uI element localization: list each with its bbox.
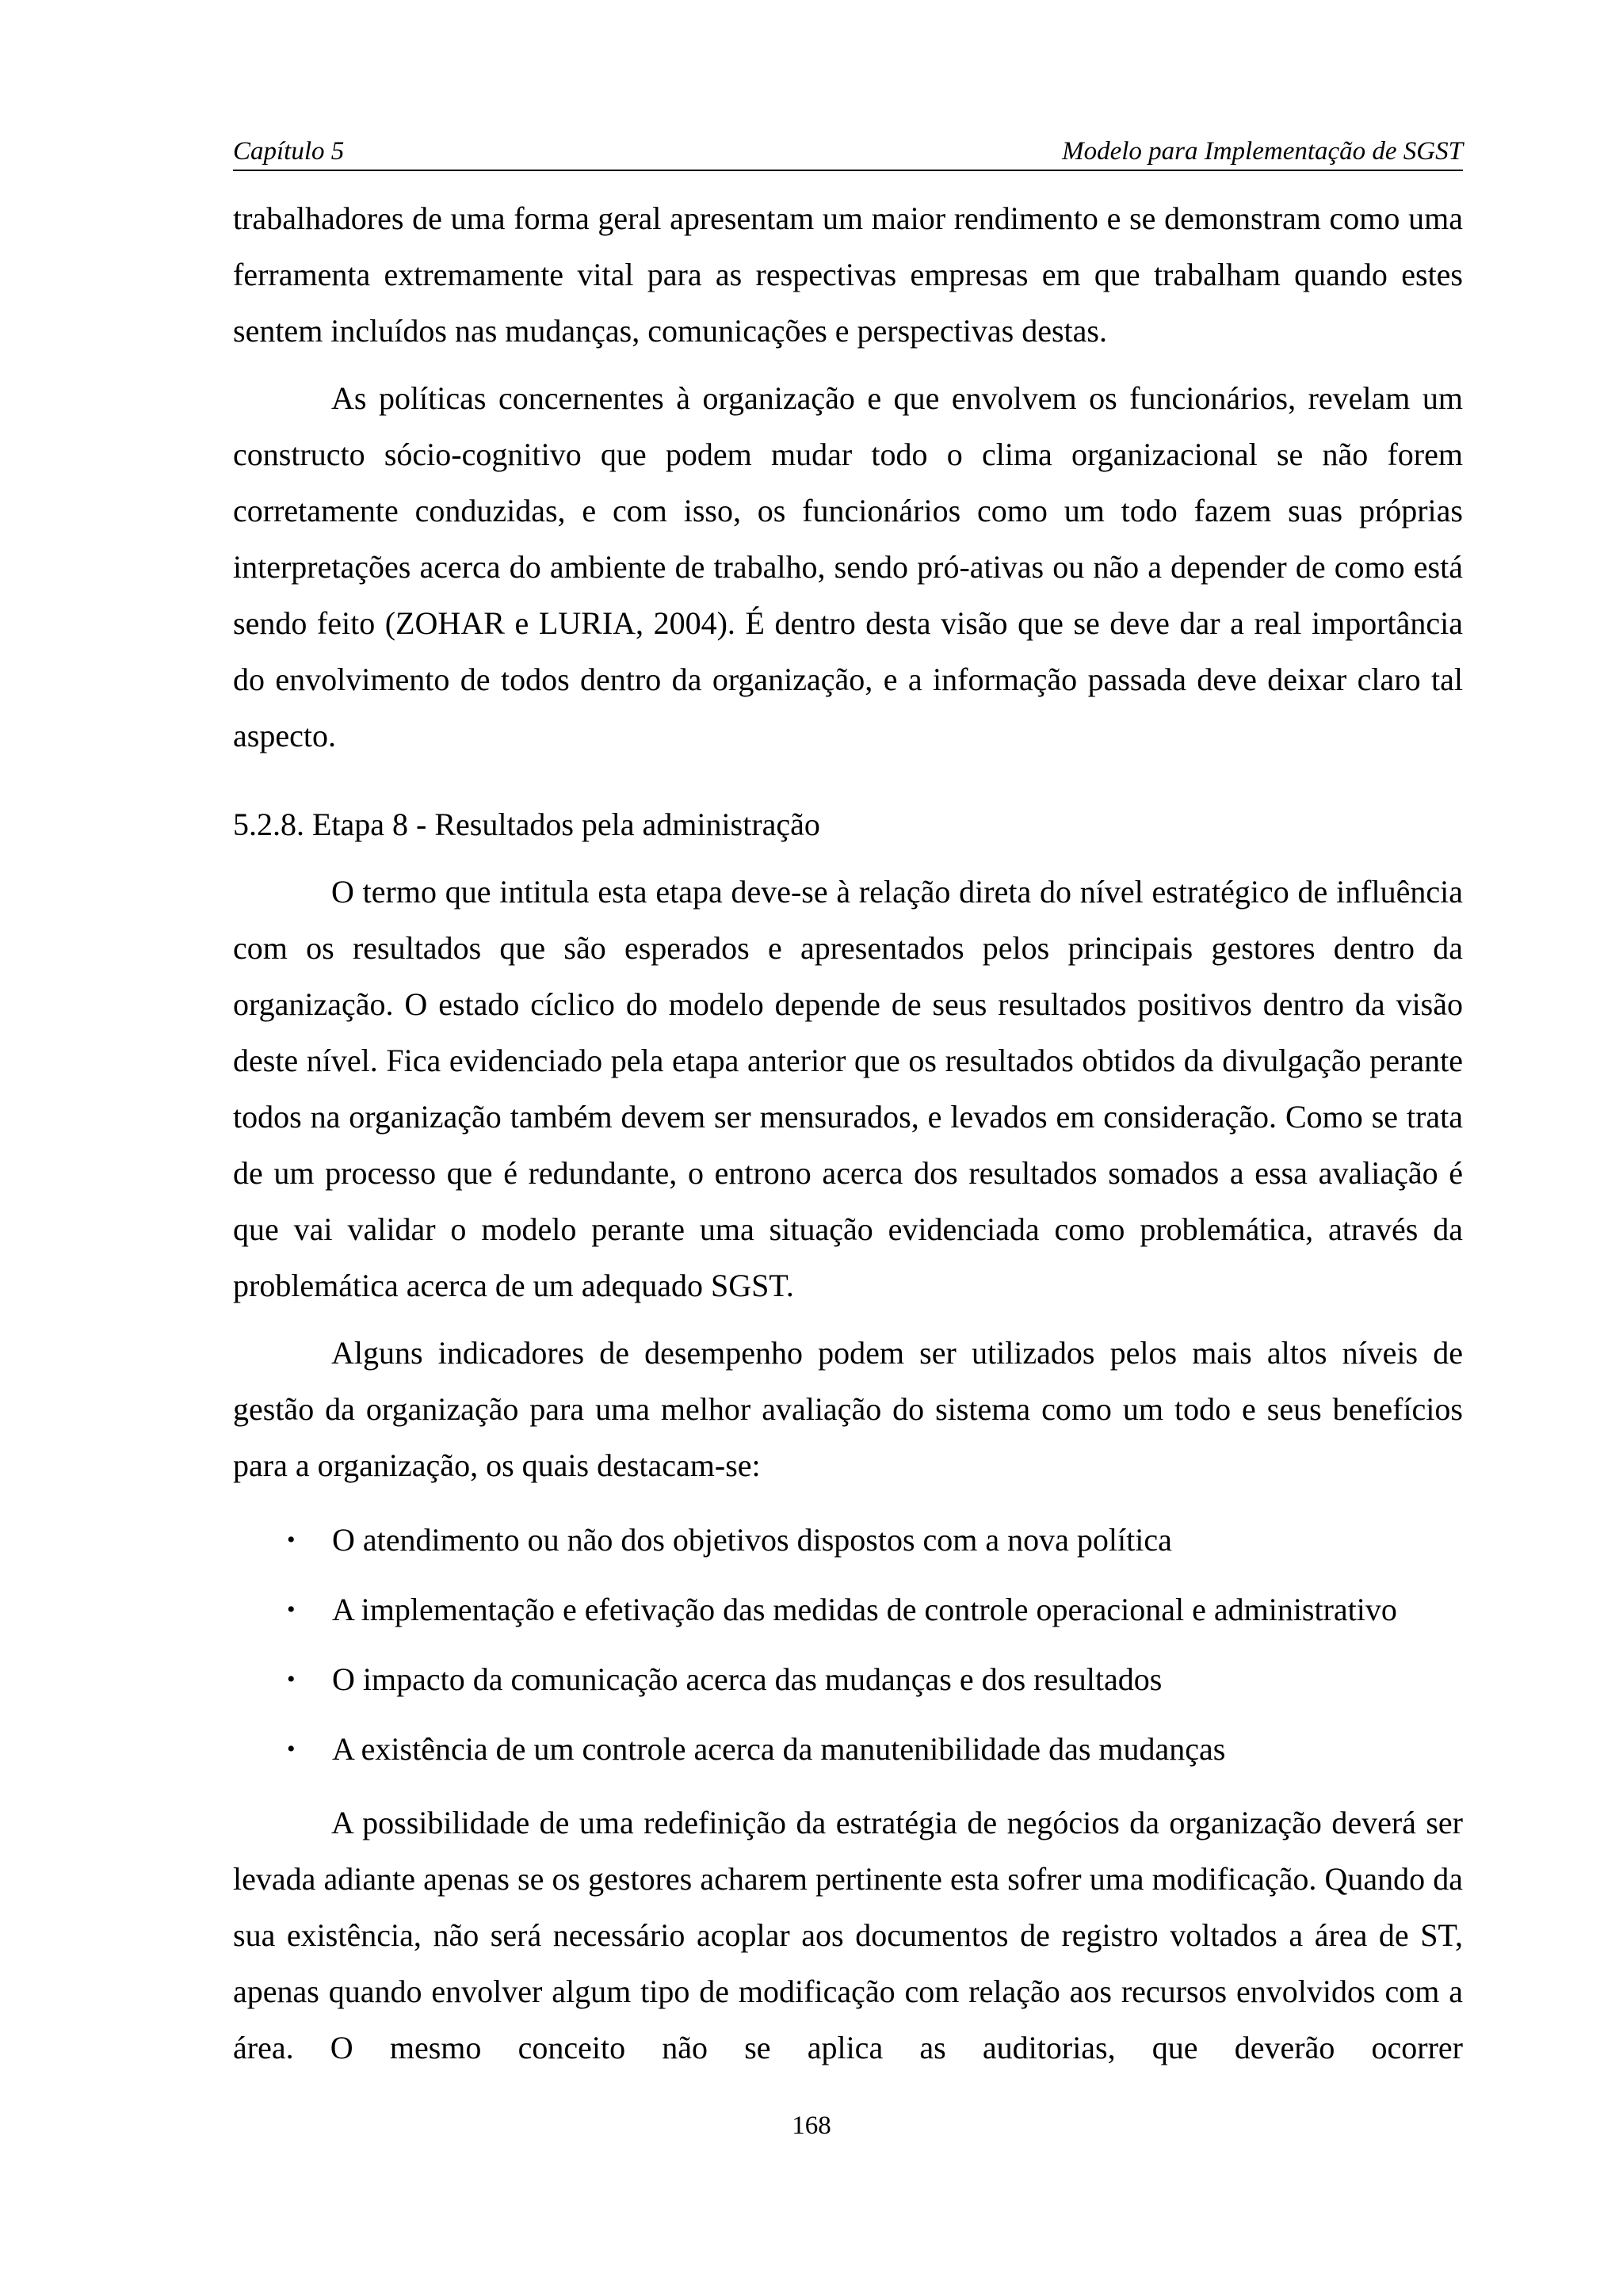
list-item-text: A implementação e efetivação das medidas de controle operacional e administrativo [332, 1592, 1397, 1627]
list-item-text: O atendimento ou não dos objetivos dispostos com a nova política [332, 1522, 1172, 1558]
top-text-block [233, 190, 1463, 764]
list-item [233, 1645, 1463, 1714]
bullet-icon: • [287, 1596, 296, 1623]
paragraph-strategy-redefinition: A possibilidade de uma redefinição da estratégia de negócios da organização deverá ser levada adiante apenas se os gestores acharem pertinente esta sofrer uma modificação. Quando da sua existência, não será necessário acoplar aos documentos de registro voltados a área de ST, apenas quando envolver algum tipo de modificação com relação aos recursos envolvidos com a área. O mesmo conceito não se aplica as auditorias, que deverão ocorrer [233, 1805, 1463, 2065]
page-header [233, 133, 1463, 171]
paragraph-continuation: trabalhadores de uma forma geral apresentam um maior rendimento e se demonstram como uma ferramenta extremamente vital para as respectivas empresas em que trabalham quando estes sentem incluídos nas mudanças, comunicações e perspectivas destas. [233, 200, 1463, 349]
bullet-icon: • [287, 1736, 296, 1762]
list-item [233, 1575, 1463, 1645]
section-running-title: Modelo para Implementação de SGST [1062, 137, 1463, 166]
list-item [233, 1505, 1463, 1575]
page-number: 168 [792, 2111, 831, 2140]
list-item-text: A existência de um controle acerca da manutenibilidade das mudanças [332, 1731, 1226, 1767]
middle-text-block [233, 864, 1463, 1493]
bottom-text-block [233, 1794, 1463, 2076]
list-item-text: O impacto da comunicação acerca das mudanças e dos resultados [332, 1661, 1163, 1697]
bullet-icon: • [287, 1527, 296, 1553]
paragraph-stage-description: O termo que intitula esta etapa deve-se à relação direta do nível estratégico de influência com os resultados que são esperados e apresentados pelos principais gestores dentro da organização. O estado cíclico do modelo depende de seus resultados positivos dentro da visão deste nível. Fica evidenciado pela etapa anterior que os resultados obtidos da divulgação perante todos na organização também devem ser mensurados, e levados em consideração. Como se trata de um processo que é redundante, o entrono acerca dos resultados somados a essa avaliação é que vai validar o modelo perante uma situação evidenciada como problemática, através da problemática acerca de um adequado SGST. [233, 874, 1463, 1303]
chapter-label: Capítulo 5 [233, 137, 345, 166]
list-item [233, 1714, 1463, 1784]
indicators-list [233, 1505, 1463, 1784]
paragraph-indicators-intro: Alguns indicadores de desempenho podem ser utilizados pelos mais altos níveis de gestão da organização para uma melhor avaliação do sistema como um todo e seus benefícios para a organização, os quais destacam-se: [233, 1335, 1463, 1483]
paragraph-policies: As políticas concernentes à organização e que envolvem os funcionários, revelam um constructo sócio-cognitivo que podem mudar todo o clima organizacional se não forem corretamente conduzidas, e com isso, os funcionários como um todo fazem suas próprias interpretações acerca do ambiente de trabalho, sendo pró-ativas ou não a depender de como está sendo feito (ZOHAR e LURIA, 2004). É dentro desta visão que se deve dar a real importância do envolvimento de todos dentro da organização, e a informação passada deve deixar claro tal aspecto. [233, 380, 1463, 753]
section-heading: 5.2.8. Etapa 8 - Resultados pela administração [233, 807, 820, 842]
bullet-icon: • [287, 1666, 296, 1692]
